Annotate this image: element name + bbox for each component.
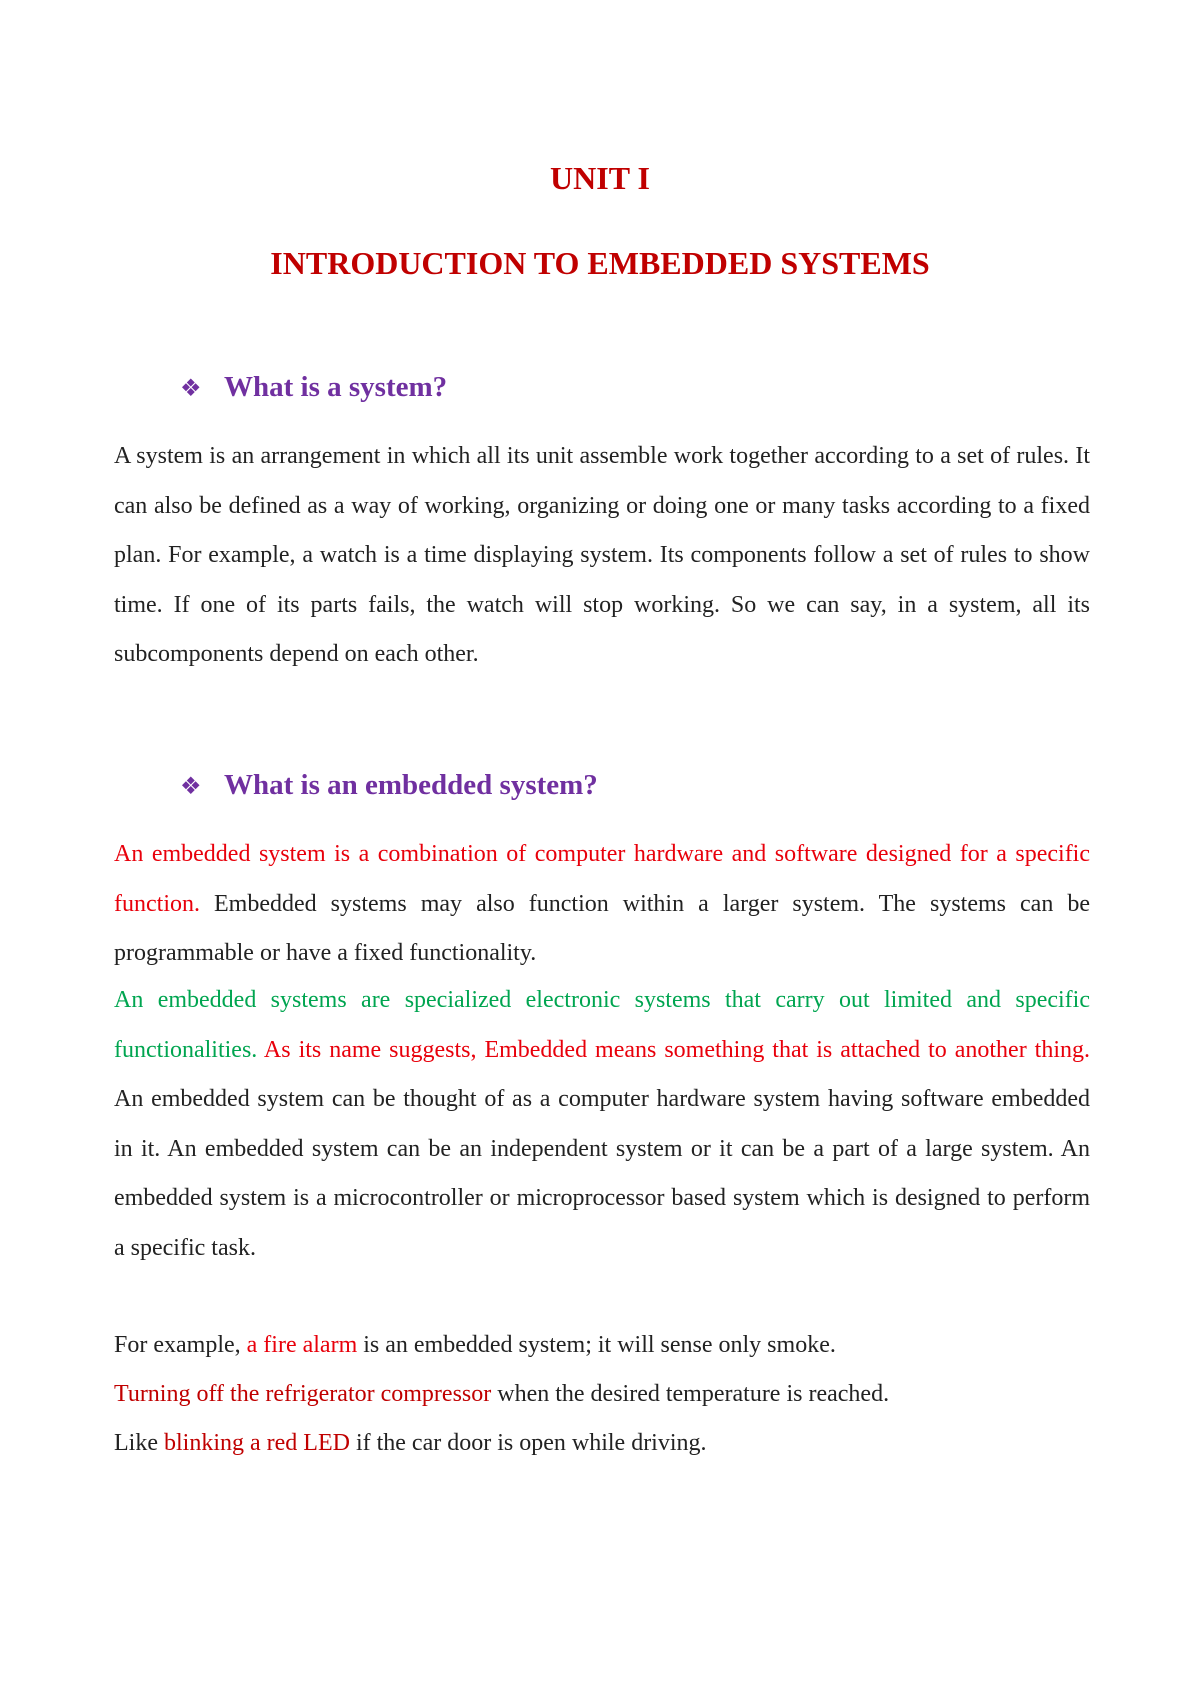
body-text: if the car door is open while driving. <box>349 1430 707 1456</box>
example-refrigerator <box>114 1377 889 1411</box>
example-red-led <box>114 1426 707 1460</box>
example-fire-alarm <box>114 1328 836 1362</box>
page-title: INTRODUCTION TO EMBEDDED SYSTEMS <box>270 245 930 281</box>
body-text: is an embedded system; it will sense only smoke. <box>357 1332 836 1358</box>
body-text: when the desired temperature is reached. <box>491 1381 890 1407</box>
section-heading-text: What is a system? <box>224 371 448 403</box>
body-text: Embedded systems may also function within a larger system. The systems can be programmable or have a fixed functionality. <box>114 890 1090 966</box>
highlight-red-text: An embedded system is a combination of computer hardware and software designed for a specific function. <box>114 841 1090 917</box>
highlight-red-text: Turning off the refrigerator compressor <box>114 1381 492 1407</box>
highlight-red-text: a fire alarm <box>246 1332 358 1358</box>
diamond-bullet-icon: ❖ <box>180 774 202 800</box>
section-heading-system <box>180 369 447 407</box>
highlight-red-text: As its name suggests, Embedded means something that is attached to another thing. <box>257 1036 1090 1063</box>
section-heading-text: What is an embedded system? <box>224 769 598 801</box>
highlight-green-text: An embedded systems are specialized electronic systems that carry out limited and specific functionalities. <box>114 987 1090 1063</box>
diamond-bullet-icon: ❖ <box>180 376 202 402</box>
embedded-definition-paragraph <box>114 830 1090 979</box>
body-text: Like <box>114 1430 164 1456</box>
system-definition-paragraph: A system is an arrangement in which all its unit assemble work together according to a set of rules. It can also be defined as a way of working, organizing or doing one or many tasks according to a fixed plan. For example, a watch is a time displaying system. Its components follow a set of rules to show time. If one of its parts fails, the watch will stop working. So we can say, in a system, all its subcomponents depend on each other. <box>114 443 1090 667</box>
body-text: For example, <box>114 1332 247 1358</box>
embedded-description-paragraph <box>114 976 1090 1273</box>
highlight-red-text: blinking a red LED <box>163 1430 350 1456</box>
unit-heading: UNIT I <box>550 160 650 196</box>
body-text: An embedded system can be thought of as a computer hardware system having software embedded in it. An embedded system can be an independent system or it can be a part of a large system. An embedded system is a microcontroller or microprocessor based system which is designed to perform a specific task. <box>114 1086 1090 1261</box>
section-heading-embedded-system <box>180 767 598 805</box>
